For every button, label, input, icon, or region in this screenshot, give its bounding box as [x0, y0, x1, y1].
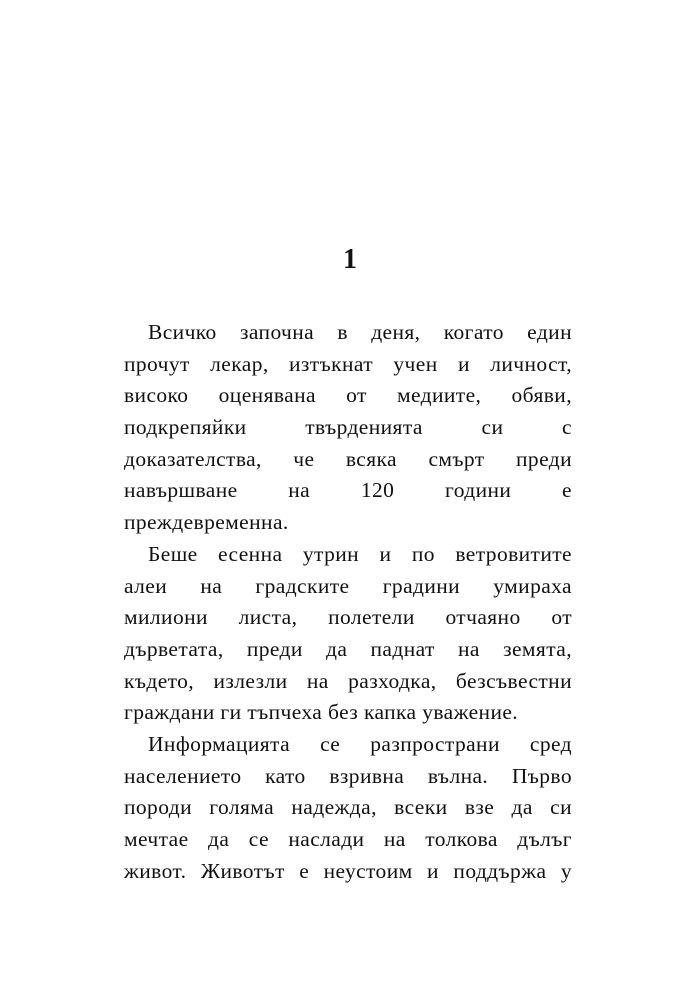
paragraph-1: [124, 317, 572, 539]
text-line: навършване на 120 години е: [124, 478, 572, 503]
text-line: алеи на градските градини умираха: [124, 573, 572, 598]
text-line: породи голяма надежда, всеки взе да си: [124, 795, 572, 820]
text-line: мечтае да се наслади на толкова дълъг: [124, 827, 572, 851]
text-line: подкрепяйки твърденията си с: [124, 415, 572, 440]
chapter-number: 1: [343, 244, 357, 275]
text-line: Беше есенна утрин и по ветровитите: [148, 541, 572, 566]
text-line: доказателства, че всяка смърт преди: [124, 446, 572, 471]
text-line: прочут лекар, изтъкнат учен и личност,: [124, 351, 572, 376]
text-line: високо оценявана от медиите, обяви,: [124, 383, 572, 408]
text-line: Информацията се разпространи сред: [148, 731, 572, 756]
text-line: граждани ги тъпчеха без капка уважение.: [124, 700, 519, 725]
text-line: дърветата, преди да паднат на земята,: [124, 636, 572, 661]
text-line: населението като взривна вълна. Първо: [124, 763, 572, 788]
text-line: милиони листа, полетели отчаяно от: [124, 605, 572, 630]
chapter-body: [124, 317, 572, 887]
text-line: живот. Животът е неустоим и поддържа у: [124, 858, 572, 883]
text-line: където, излезли на разходка, безсъвестни: [124, 668, 572, 693]
paragraph-2: [124, 539, 572, 729]
text-line: преждевременна.: [124, 510, 289, 535]
paragraph-3: [124, 729, 572, 887]
text-line: Всичко започна в деня, когато един: [148, 320, 572, 344]
